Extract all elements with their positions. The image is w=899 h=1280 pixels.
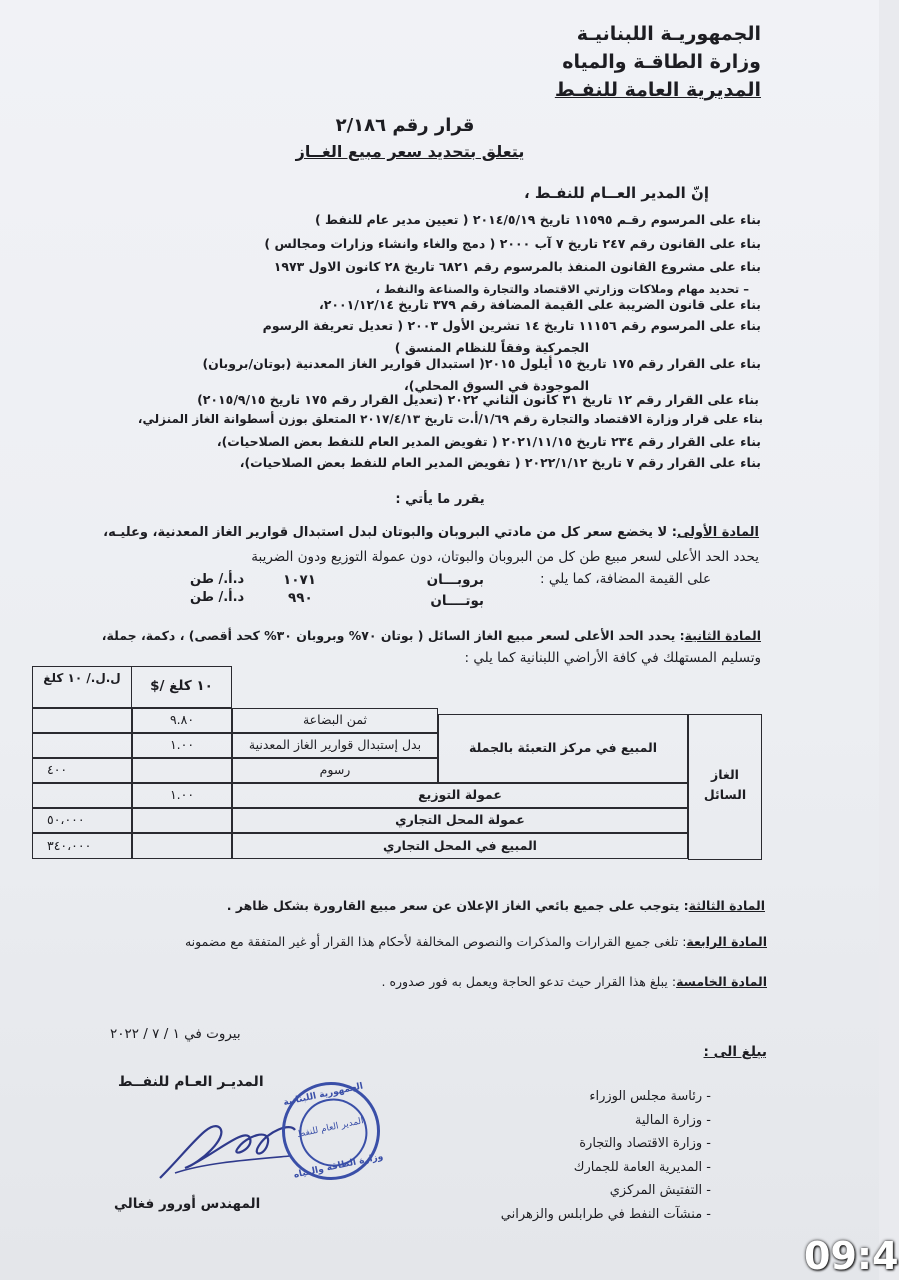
notify-item: - وزارة المالية — [634, 1112, 711, 1128]
row-label: رسوم — [232, 758, 438, 783]
stamp-middle: المدير العام للنفط — [296, 1116, 365, 1141]
article-1 — [103, 525, 759, 540]
row-label: بدل إستبدال قوارير الغاز المعدنية — [232, 733, 438, 758]
article-5 — [382, 974, 768, 989]
product-label: الغاز السائل — [688, 714, 762, 860]
preamble-item: الموجودة في السوق المحلي)، — [403, 378, 589, 393]
notify-item: - منشآت النفط في طرابلس والزهراني — [500, 1206, 711, 1222]
article-4-text: : تلغى جميع القرارات والمذكرات والنصوص المخالفة لأحكام هذا القرار أو غير المتفقة مع مضمونه — [184, 934, 687, 949]
article-3 — [227, 898, 765, 913]
article-2-text: : يحدد الحد الأعلى لسعر مبيع الغاز السائل ( بوتان ٧٠% وبروبان ٣٠% كحد أقصى) ، دكمة، جملة، — [101, 628, 685, 643]
cell-usd: ١.٠٠ — [132, 733, 232, 758]
signer-title: المديـر العـام للنفــط — [118, 1074, 264, 1090]
header-directorate: المديرية العامة للنفـط — [554, 79, 761, 101]
notify-item: - المديرية العامة للجمارك — [573, 1159, 711, 1175]
cell-lbp — [32, 733, 132, 758]
butane-unit: د.أ./ طن — [190, 590, 245, 605]
article-2-line2: وتسليم المستهلك في كافة الأراضي اللبنانية كما يلي : — [464, 650, 761, 666]
cell-lbp: ٣٤٠،٠٠٠ — [32, 833, 132, 859]
cell-usd: ٩.٨٠ — [132, 708, 232, 733]
article-4-label: المادة الرابعة — [686, 934, 767, 949]
preamble-intro: إنّ المدير العــام للنفـط ، — [524, 184, 709, 202]
cell-lbp — [32, 783, 132, 808]
notify-item: - التفتيش المركزي — [609, 1183, 711, 1198]
header-ministry: وزارة الطاقـة والمياه — [562, 51, 761, 73]
stamp-bottom: وزارة الطاقة والمياه — [292, 1151, 385, 1181]
preamble-item: بناء على قانون الضريبة على القيمة المضافة رقم ٣٧٩ تاريخ ٢٠٠١/١٢/١٤، — [319, 297, 761, 312]
notify-list — [501, 1085, 711, 1226]
notify-item: - وزارة الاقتصاد والتجارة — [579, 1136, 711, 1151]
article-1-line2: يحدد الحد الأعلى لسعر مبيع طن كل من البروبان والبوتان، دون عمولة التوزيع ودون الضريبة — [251, 549, 759, 565]
article-5-label: المادة الخامسة — [676, 974, 767, 989]
cell-usd — [132, 833, 232, 859]
preamble-item: بناء على القانون رقم ٢٤٧ تاريخ ٧ آب ٢٠٠٠ ( دمج والغاء وانشاء وزارات ومجالس ) — [264, 236, 761, 251]
decides-heading: يقرر ما يأتي : — [395, 492, 485, 507]
place-date: بيروت في ١ / ٧ / ٢٠٢٢ — [110, 1026, 241, 1042]
propane-unit: د.أ./ طن — [190, 572, 245, 587]
article-2 — [102, 628, 761, 643]
col-header-lbp: ل.ل./ ١٠ كلغ — [32, 666, 132, 708]
preamble-item: – تحديد مهام وملاكات وزارتي الاقتصاد والتجارة والصناعة والنفط ، — [375, 282, 749, 296]
stamp-top: الجمهورية اللبنانية — [282, 1081, 365, 1109]
preamble-item: بناء على قرار وزارة الاقتصاد والتجارة رقم ١/٦٩/أ.ت تاريخ ٢٠١٧/٤/١٣ المتعلق بوزن أسطوانة الغاز المنزلي، — [137, 412, 763, 426]
article-2-label: المادة الثانية — [684, 628, 761, 643]
preamble-item: بناء على مشروع القانون المنفذ بالمرسوم رقم ٦٨٢١ تاريخ ٢٨ كانون الاول ١٩٧٣ — [273, 259, 761, 274]
preamble-item: بناء على المرسوم رقـم ١١٥٩٥ تاريخ ٢٠١٤/٥/١٩ ( تعيين مدير عام للنفط ) — [314, 212, 761, 227]
preamble-item: بناء على القرار رقم ٢٣٤ تاريخ ٢٠٢١/١١/١٥ ( تفويض المدير العام للنفط بعض الصلاحيات)، — [216, 434, 761, 449]
header-republic: الجمهوريـة اللبنانيـة — [576, 23, 761, 45]
propane-value: ١٠٧١ — [283, 572, 316, 588]
preamble-item: الجمركية وفقاً للنظام المنسق ) — [394, 340, 589, 355]
article-3-text: : يتوجب على جميع بائعي الغاز الإعلان عن سعر مبيع القارورة بشكل ظاهر . — [226, 898, 689, 913]
article-5-text: : يبلغ هذا القرار حيث تدعو الحاجة ويعمل به فور صدوره . — [381, 974, 677, 989]
propane-label: بروبـــان — [426, 572, 484, 588]
preamble-item: بناء على القرار رقم ٧ تاريخ ٢٠٢٢/١/١٢ ( تفويض المدير العام للنفط بعض الصلاحيات)، — [239, 455, 761, 470]
cell-usd — [132, 808, 232, 833]
preamble-item: بناء على المرسوم رقم ١١١٥٦ تاريخ ١٤ تشرين الأول ٢٠٠٣ ( تعديل تعريفة الرسوم — [262, 318, 761, 333]
row-label: عمولة المحل التجاري — [232, 808, 688, 833]
signature-image — [150, 1108, 300, 1188]
document-header — [555, 20, 761, 104]
article-1-line3: على القيمة المضافة، كما يلي : — [540, 571, 711, 587]
cell-lbp: ٥٠،٠٠٠ — [32, 808, 132, 833]
decision-subject: يتعلق بتحديد سعر مبيع الغــاز — [295, 142, 525, 161]
butane-label: بوتــــان — [430, 593, 484, 609]
wholesale-label: المبيع في مركز التعبئة بالجملة — [438, 714, 688, 783]
article-1-label: المادة الأولى — [676, 525, 759, 540]
status-clock: 09:4 — [804, 1234, 899, 1278]
cell-lbp: ٤٠٠ — [32, 758, 132, 783]
cell-lbp — [32, 708, 132, 733]
article-1-text: : لا يخضع سعر كل من مادتي البروبان والبوتان لبدل استبدال قوارير الغاز المعدنية، وعليـه، — [103, 525, 677, 540]
decision-number: قرار رقم ٢/١٨٦ — [335, 115, 475, 136]
cell-usd — [132, 758, 232, 783]
signer-name: المهندس أورور فغالي — [114, 1196, 261, 1212]
article-3-label: المادة الثالثة — [688, 898, 765, 913]
row-label: ثمن البضاعة — [232, 708, 438, 733]
notify-heading: يبلغ الى : — [703, 1044, 767, 1060]
butane-value: ٩٩٠ — [288, 590, 313, 606]
cell-usd: ١.٠٠ — [132, 783, 232, 808]
col-header-usd: $/ ١٠ كلغ — [132, 666, 232, 708]
notify-item: - رئاسة مجلس الوزراء — [589, 1089, 711, 1104]
row-label: المبيع في المحل التجاري — [232, 833, 688, 859]
article-4 — [185, 934, 767, 949]
row-label: عمولة التوزيع — [232, 783, 688, 808]
preamble-item: بناء على القرار رقم ١٢ تاريخ ٣١ كانون الثاني ٢٠٢٢ (تعديل القرار رقم ١٧٥ تاريخ ٢٠١٥/٩/١٥) — [197, 392, 759, 407]
preamble-item: بناء على القرار رقم ١٧٥ تاريخ ١٥ أيلول ٢٠١٥( استبدال قوارير الغاز المعدنية (بوتان/بروبان) — [202, 356, 761, 371]
